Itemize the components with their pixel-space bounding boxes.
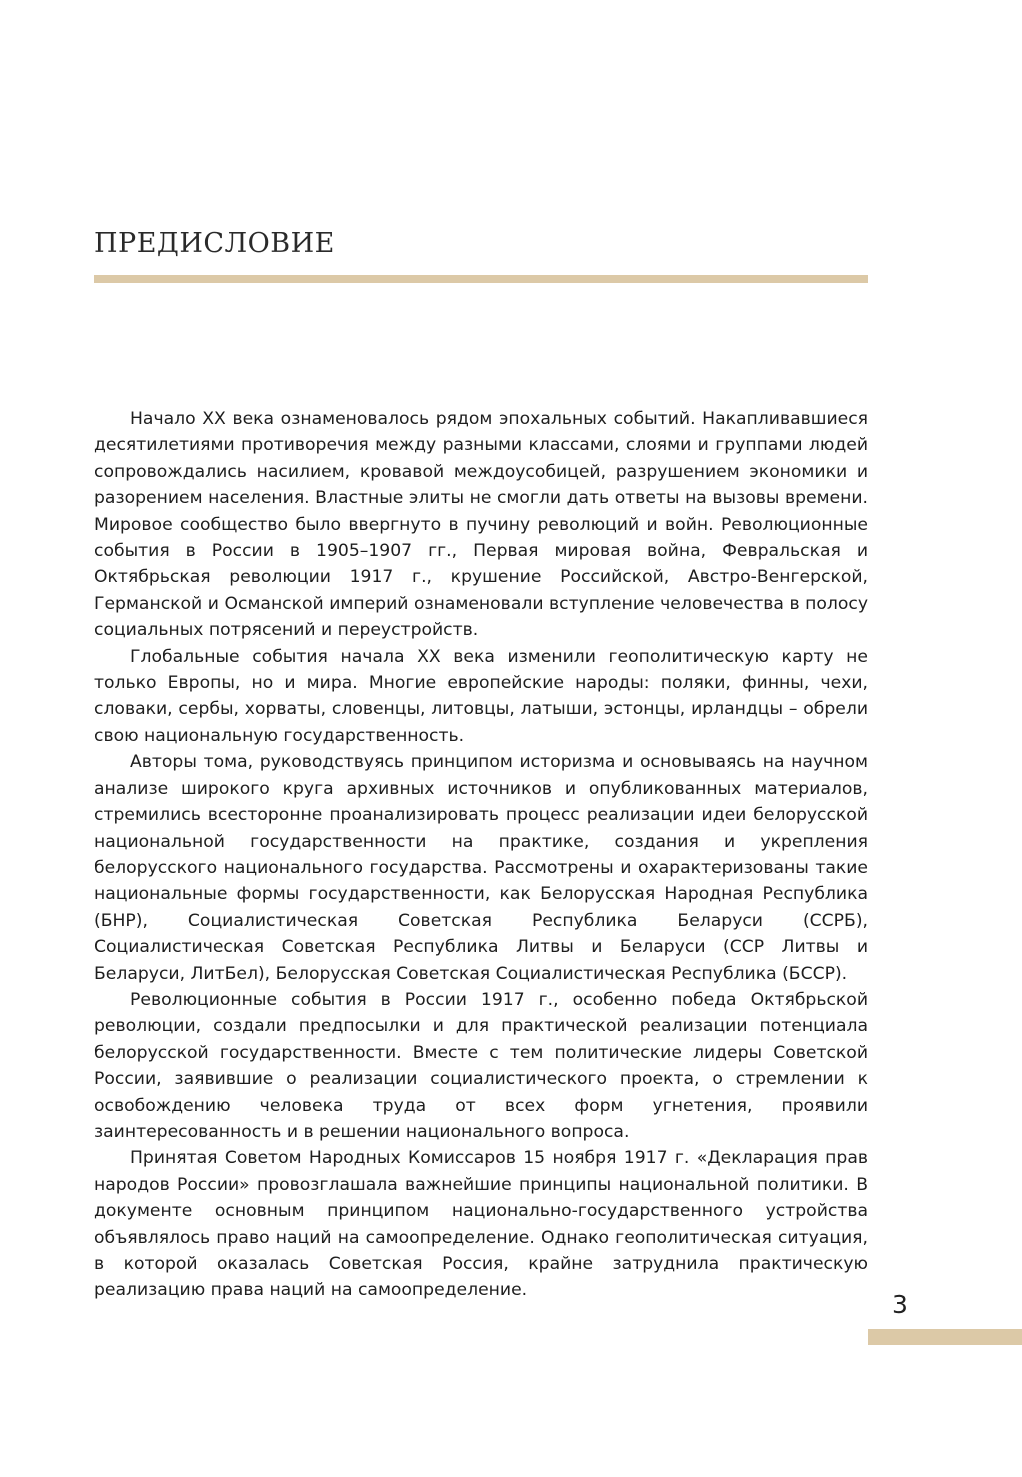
title-underline <box>94 275 868 283</box>
footer-accent-bar <box>868 1329 1022 1345</box>
paragraph: Революционные события в России 1917 г., особенно победа Октябрьской революции, создали предпосылки и для практической реализации потенциала белорусской государственности. Вместе с тем политические лидеры Советской России, заявившие о реализации социалистического проекта, о стремлении к освобождению человека труда от всех форм угнетения, проявили заинтересованность и в решении национального вопроса. <box>94 989 868 1142</box>
page-number: 3 <box>892 1290 908 1319</box>
body-text <box>94 406 868 1304</box>
paragraph: Глобальные события начала XX века изменили геополитическую карту не только Европы, но и мира. Многие европейские народы: поляки, финны, чехи, словаки, сербы, хорваты, словенцы, литовцы, латыши, эстонцы, ирландцы – обрели свою национальную государственность. <box>94 646 868 746</box>
paragraph: Авторы тома, руководствуясь принципом историзма и основываясь на научном анализе широкого круга архивных источников и опубликованных материалов, стремились всесторонне проанализировать процесс реализации идеи белорусской национальной государственности на практике, создания и укрепления белорусского национального государства. Рассмотрены и охарактеризованы такие национальные формы государственности, как Белорусская Народная Республика (БНР), Социалистическая Советская Республика Беларуси (ССРБ), Социалистическая Советская Республика Литвы и Беларуси (ССР Литвы и Беларуси, ЛитБел), Белорусская Советская Социалистическая Республика (БССР). <box>94 752 868 984</box>
paragraph: Принятая Советом Народных Комиссаров 15 ноября 1917 г. «Декларация прав народов России» провозглашала важнейшие принципы национальной политики. В документе основным принципом национально-государственного устройства объявлялось право наций на самоопределение. Однако геополитическая ситуация, в которой оказалась Советская Россия, крайне затруднила практическую реализацию права наций на самоопределение. <box>94 1148 868 1301</box>
paragraph: Начало XX века ознаменовалось рядом эпохальных событий. Накапливавшиеся десятилетиями противоречия между разными классами, слоями и группами людей сопровождались насилием, кровавой междоусобицей, разрушением экономики и разорением населения. Властные элиты не смогли дать ответы на вызовы времени. Мировое сообщество было ввергнуто в пучину революций и войн. Революционные события в России в 1905–1907 гг., Первая мировая война, Февральская и Октябрьская революции 1917 г., крушение Российской, Австро-Венгерской, Германской и Османской империй ознаменовали вступление человечества в полосу социальных потрясений и переустройств. <box>94 409 868 641</box>
page-title: ПРЕДИСЛОВИЕ <box>94 228 335 259</box>
